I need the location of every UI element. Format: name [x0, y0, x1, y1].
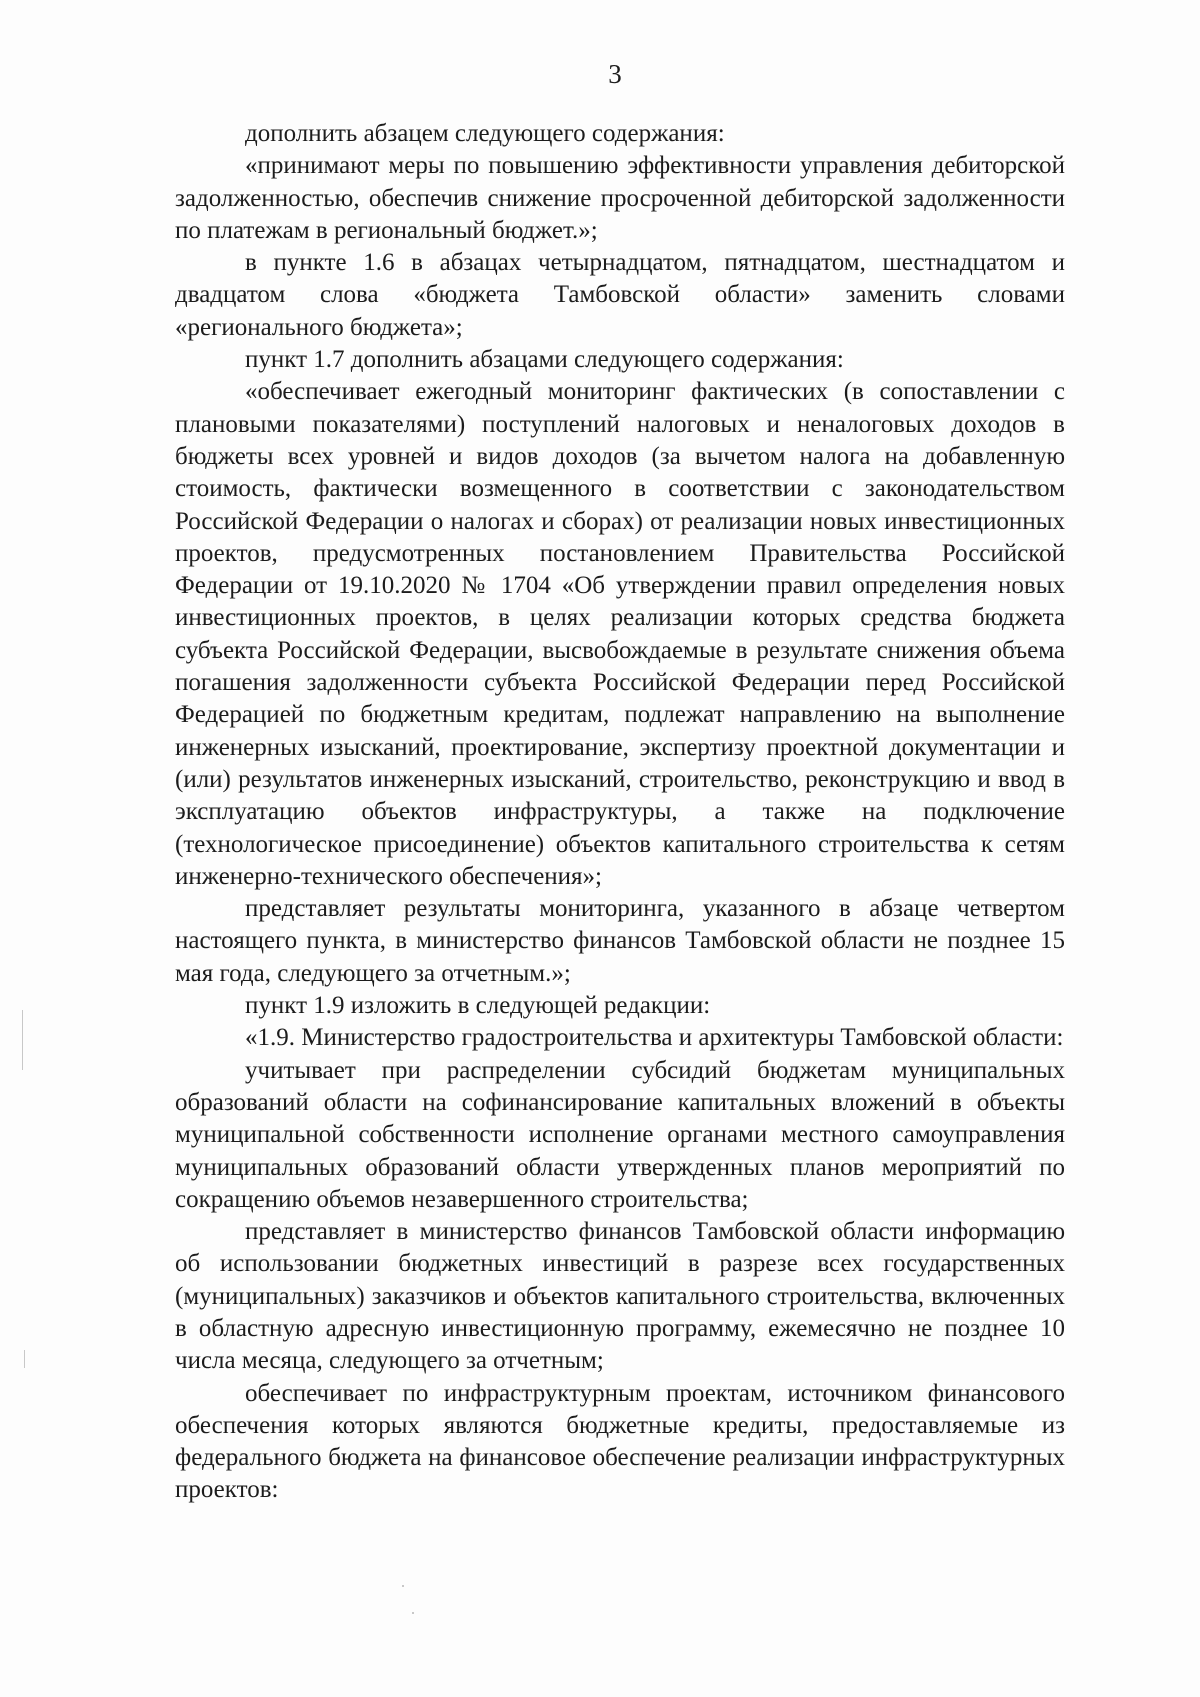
- page-number: 3: [608, 59, 622, 89]
- paragraph: «1.9. Министерство градостроительства и архитектуры Тамбовской области:: [245, 1024, 1064, 1052]
- paragraph: «обеспечивает ежегодный мониторинг фактических (в сопоставлении с плановыми показателями) поступлений налоговых и неналоговых доходов в бюджеты всех уровней и видов доходов (за вычетом налога на добавленную стоимость, фактически возмещенного в соответствии с законодательством Российской Федерации о налогах и сборах) от реализации новых инвестиционных проектов, предусмотренных постановлением Правительства Российской Федерации от 19.10.2020 № 1704 «Об утверждении правил определения новых инвестиционных проектов, в целях реализации которых средства бюджета субъекта Российской Федерации, высвобождаемые в результате снижения объема погашения задолженности субъекта Российской Федерации перед Российской Федерацией по бюджетным кредитам, подлежат направлению на выполнение инженерных изысканий, проектирование, экспертизу проектной документации и (или) результатов инженерных изысканий, строительство, реконструкцию и ввод в эксплуатацию объектов инфраструктуры, а также на подключение (технологическое присоединение) объектов капитального строительства к сетям инженерно-технического обеспечения»;: [175, 378, 1065, 890]
- paragraph: в пункте 1.6 в абзацах четырнадцатом, пятнадцатом, шестнадцатом и двадцатом слова «бюджета Тамбовской области» заменить словами «регионального бюджета»;: [175, 249, 1065, 341]
- paragraph: обеспечивает по инфраструктурным проектам, источником финансового обеспечения которых являются бюджетные кредиты, предоставляемые из федерального бюджета на финансовое обеспечение реализации инфраструктурных проектов:: [175, 1379, 1065, 1504]
- document-body: [175, 118, 1065, 1507]
- paragraph: представляет в министерство финансов Тамбовской области информацию об использовании бюджетных инвестиций в разрезе всех государственных (муниципальных) заказчиков и объектов капитального строительства, включенных в областную адресную инвестиционную программу, ежемесячно не позднее 10 числа месяца, следующего за отчетным;: [175, 1218, 1065, 1375]
- scan-artifact-mark: [22, 1010, 23, 1070]
- paragraph: представляет результаты мониторинга, указанного в абзаце четвертом настоящего пункта, в министерство финансов Тамбовской области не позднее 15 мая года, следующего за отчетным.»;: [175, 895, 1065, 987]
- paragraph: «принимают меры по повышению эффективности управления дебиторской задолженностью, обеспечив снижение просроченной дебиторской задолженности по платежам в региональный бюджет.»;: [175, 152, 1065, 244]
- paragraph: пункт 1.7 дополнить абзацами следующего содержания:: [245, 346, 844, 374]
- scan-artifact-mark: [402, 1585, 404, 1587]
- paragraph: дополнить абзацем следующего содержания:: [245, 120, 725, 147]
- scan-artifact-mark: [412, 1612, 414, 1614]
- scan-artifact-mark: [24, 1350, 25, 1368]
- paragraph: учитывает при распределении субсидий бюджетам муниципальных образований области на софинансирование капитальных вложений в объекты муниципальной собственности исполнение органами местного самоуправления муниципальных образований области утвержденных планов мероприятий по сокращению объемов незавершенного строительства;: [175, 1056, 1065, 1213]
- paragraph: пункт 1.9 изложить в следующей редакции:: [245, 992, 711, 1020]
